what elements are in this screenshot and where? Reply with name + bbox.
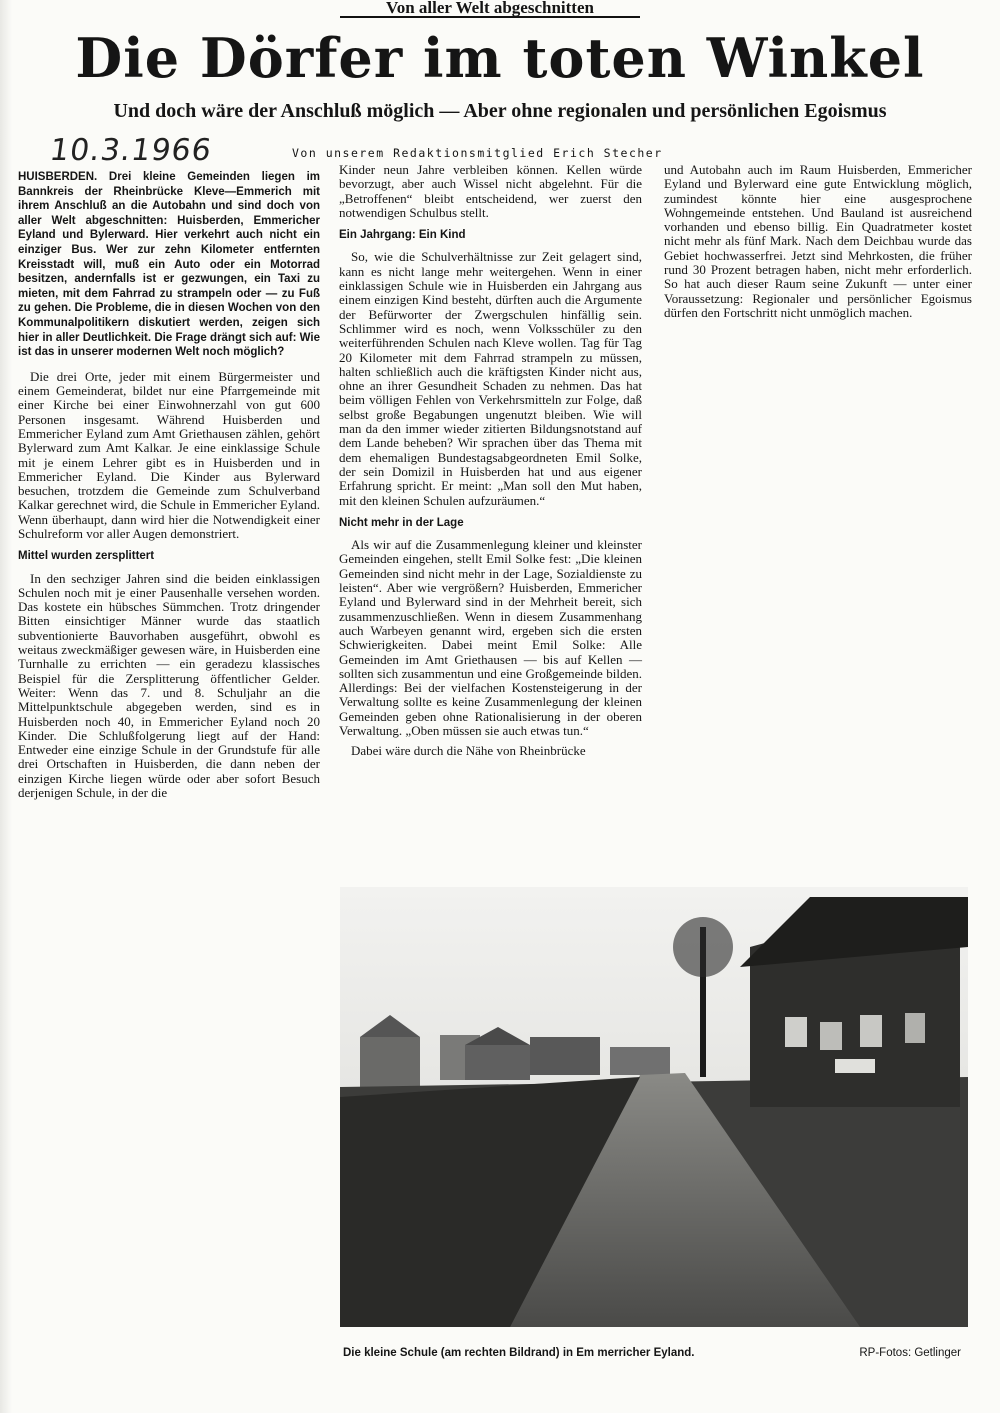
photo-school-road <box>340 887 968 1327</box>
subheadline: Und doch wäre der Anschluß möglich — Aber ohne regionalen und persönlichen Egoismus <box>113 100 887 122</box>
article-column-1 <box>18 170 320 806</box>
article-paragraph: Die drei Orte, jeder mit einem Bürgermeister und einem Gemeinderat, bildet nur eine Pfarrgemeinde mit einer Kirche bei einer Einwohnerzahl von gut 600 Personen insgesamt. Während Huisberden und Emmericher Eyland zum Amt Griethausen zählen, gehört Bylerward zum Amt Kalkar. Je eine einklassige Schule mit je einem Lehrer gibt es in Huisberden und in Emmericher Eyland. Die Kinder aus Bylerward besuchen, trotzdem die Gemeinde zum Schulverband Kalkar gerechnet wird, die Schule in Emmericher Eyland. Wenn überhaupt, dann wird hier die Notwendigkeit einer Schulreform vor aller Augen demonstriert. <box>18 368 320 541</box>
photo-caption: Die kleine Schule (am rechten Bildrand) in Em merricher Eyland. <box>343 1347 695 1359</box>
article-paragraph: Als wir auf die Zusammenlegung kleiner und kleinster Gemeinden eingehen, stellt Emil Solke fest: „Die kleinen Gemeinden sind nicht mehr in der Lage, Sozialdienste zu leisten“. Aber wie vergrößern? Huisberden, Emmericher Eyland und Bylerward sind in der Mehrheit bereit, sich zusammenzuschließen. Wenn in diesem Zusammenhang auch Warbeyen genannt wird, ergeben sich die ersten Schwierigkeiten. Dabei meint Emil Solke: Alle Gemeinden im Amt Griethausen — bis auf Kellen — sollten sich zusammentun und eine Großgemeinde bilden. Allerdings: Bei der vielfachen Kostensteigerung in der Verwaltung sollte es keine Zusammenlegung der kleinen Gemeinden geben ohne Rationalisierung in der oberen Verwaltung. „Oben müssen sie auch etwas tun.“ <box>339 537 642 738</box>
kicker-line: Von aller Welt abgeschnitten <box>340 0 640 18</box>
article-column-3 <box>664 163 972 326</box>
section-heading: Ein Jahrgang: Ein Kind <box>339 229 466 242</box>
headline: Die Dörfer im toten Winkel <box>75 26 925 90</box>
article-paragraph: Kinder neun Jahre verbleiben können. Kellen würde bevorzugt, aber auch Wissel nicht abgelehnt. Für die „Betroffenen“ bleibt entscheidend, wer zuerst den notwendigen Schulbus stellt. <box>339 162 642 220</box>
article-column-2 <box>339 163 642 765</box>
photo-image <box>340 887 968 1327</box>
handwritten-date: 10.3.1966 <box>47 133 215 168</box>
article-paragraph: So, wie die Schulverhältnisse zur Zeit gelagert sind, kann es nicht lange mehr weitergehen. Wenn in einer einklassigen Schule wie in Huisberden ein Jahrgang aus einem einzigen Kind besteht, dürften auch die Argumente der Befürworter der Zwergschulen hinfällig sein. Schlimmer wird es noch, wenn Volksschüler zu den weiterführenden Schulen nach Kleve wollen. Tag für Tag 20 Kilometer mit dem Fahrrad strampeln zu müssen, halten schließlich auch die kräftigsten Kinder nicht aus, ohne an ihrer Gesundheit Schaden zu nehmen. Das hat beim völligen Fehlen von Verkehrsmitteln zur Folge, daß selbst große Begabungen ungenutzt bleiben. Wie will man da den immer wieder zitierten Bildungsnotstand auf dem Lande beheben? Wir sprachen über das Thema mit dem ehemaligen Bundestagsabgeordneten Emil Solke, der sein Domizil in Huisberden hat und aus eigener Erfahrung spricht. Er meint: „Man soll den Mut haben, mit den kleinen Schulen aufzuräumen.“ <box>339 249 642 508</box>
article-paragraph: Dabei wäre durch die Nähe von Rheinbrücke <box>351 743 586 759</box>
scan-edge <box>0 0 12 1413</box>
section-heading: Nicht mehr in der Lage <box>339 516 464 529</box>
article-paragraph: In den sechziger Jahren sind die beiden einklassigen Schulen noch mit je einer Pausenhalle versehen worden. Das kostete ein hübsches Sümmchen. Trotz dringender Bitten einsichtiger Männer wurde das staatlich subventionierte Bauvorhaben ausgeführt, obwohl es weitaus zweckmäßiger gewesen wäre, in Huisberden eine Turnhalle zu errichten — ein geradezu klassisches Beispiel für die Zersplitterung öffentlicher Gelder. Weiter: Wenn das 7. und 8. Schuljahr an die Mittelpunktschule abgegeben werden, sind es in Huisberden noch 40, in Emmericher Eyland noch 20 Kinder. Die Schlußfolgerung liegt auf der Hand: Entweder eine einzige Schule in der Grundstufe für alle drei Ortschaften in Huisberden, die dann neben der einzigen Kirche liegen würde oder aber sofort Besuch derjenigen Schule, in der die <box>18 570 320 801</box>
section-heading: Mittel wurden zersplittert <box>18 550 155 563</box>
byline: Von unserem Redaktionsmitglied Erich Stecher <box>292 146 663 160</box>
article-paragraph: und Autobahn auch im Raum Huisberden, Emmericher Eyland und Bylerward eine gute Entwicklung möglich, zumindest könnte hier eine ausgesprochene Wohngemeinde entstehen. Und Bauland ist ausreichend vorhanden und ebenso billig. Ein Quadratmeter kostet nicht mehr als fünf Mark. Nach dem Deichbau wurde das Gebiet hochwasserfrei. Jetzt sind Mehrkosten, die früher rund 30 Prozent betragen haben, nicht mehr erforderlich. So hat auch dieser Raum seine Zukunft — unter einer Voraussetzung: Regionaler und persönlicher Egoismus dürfen den Fortschritt nicht unmöglich machen. <box>664 162 972 320</box>
photo-credit: RP-Fotos: Getlinger <box>859 1347 961 1359</box>
photo-caption-row <box>343 1347 961 1359</box>
article-lead: HUISBERDEN. Drei kleine Gemeinden liegen im Bannkreis der Rheinbrücke Kleve—Emmerich mit ihrem Anschluß an die Autobahn und sind doch von aller Welt abgeschnitten: Huisberden, Emmericher Eyland und Bylerward. Hier verkehrt auch nicht ein einziger Bus. Wer zur zehn Kilometer entfernten Kreisstadt will, muß ein Auto oder ein Motorrad besitzen, andernfalls ist er gezwungen, ein Taxi zu mieten, mit dem Fahrrad zu strampeln oder — zu Fuß zu gehen. Die Probleme, die in diesen Wochen von den Kommunalpolitikern diskutiert werden, zeigen sich hier in aller Deutlichkeit. Die Frage drängt sich auf: Wie ist das in unserer modernen Welt noch möglich? <box>18 171 320 359</box>
